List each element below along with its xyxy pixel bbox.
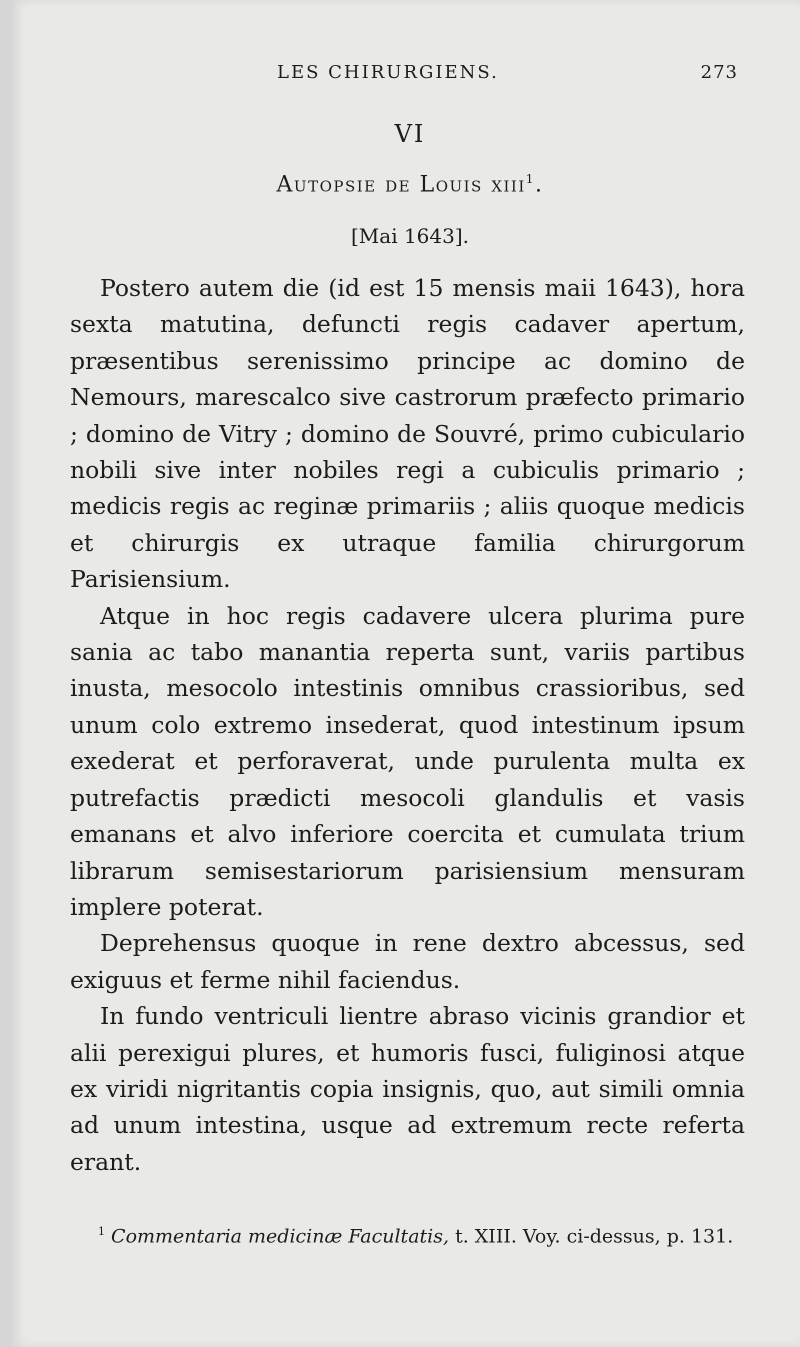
section-number: VI [394, 120, 426, 148]
footnote-source: Commentaria medicinæ Facultatis, [111, 1225, 450, 1248]
footnote-reference: t. XIII. Voy. ci-dessus, p. 131. [449, 1225, 734, 1248]
paragraph-1: Postero autem die (id est 15 mensis maii 1643), hora sexta matutina, defuncti regis cadaver apertum, præsentibus serenissimo principe ac domino de Nemours, marescalco sive castrorum præfecto primario ; domino de Vitry ; domino de Souvré, primo cubiculario nobili sive inter nobiles regi a cubiculis primario ; medicis regis ac reginæ primariis ; aliis quoque medicis et chirurgis ex utraque familia chirurgorum Parisiensium. [70, 274, 745, 594]
page-number: 273 [700, 62, 738, 83]
section-title-text: Autopsie de Louis xiii [276, 172, 526, 198]
running-head [12, 62, 800, 88]
body-text [70, 270, 745, 1180]
section-title: Autopsie de Louis xiii$^1$. [276, 172, 544, 198]
book-page [12, 0, 800, 1347]
footnote [70, 1216, 745, 1252]
paragraph-4: In fundo ventriculi lientre abraso vicinis grandior et alii perexigui plures, et humoris fusci, fuliginosi atque ex viridi nigritantis copia insignis, quo, aut simili omnia ad unum intestina, usque ad extremum recte referta erant. [70, 1002, 745, 1176]
paragraph-3: Deprehensus quoque in rene dextro abcessus, sed exiguus et ferme nihil faciendus. [70, 929, 745, 994]
running-head-title: LES CHIRURGIENS. [277, 62, 499, 83]
section-date: [Mai 1643]. [350, 224, 470, 248]
paragraph-2: Atque in hoc regis cadavere ulcera plurima pure sania ac tabo manantia reperta sunt, variis partibus inusta, mesocolo intestinis omnibus crassioribus, sed unum colo extremo insederat, quod intestinum ipsum exederat et perforaverat, unde purulenta multa ex putrefactis prædicti mesocoli glandulis et vasis emanans et alvo inferiore coercita et cumulata trium librarum semisestariorum parisiensium mensuram implere poterat. [70, 601, 745, 921]
section-title-note-mark: 1 [525, 172, 535, 186]
footnote-mark: 1 [98, 1225, 105, 1238]
